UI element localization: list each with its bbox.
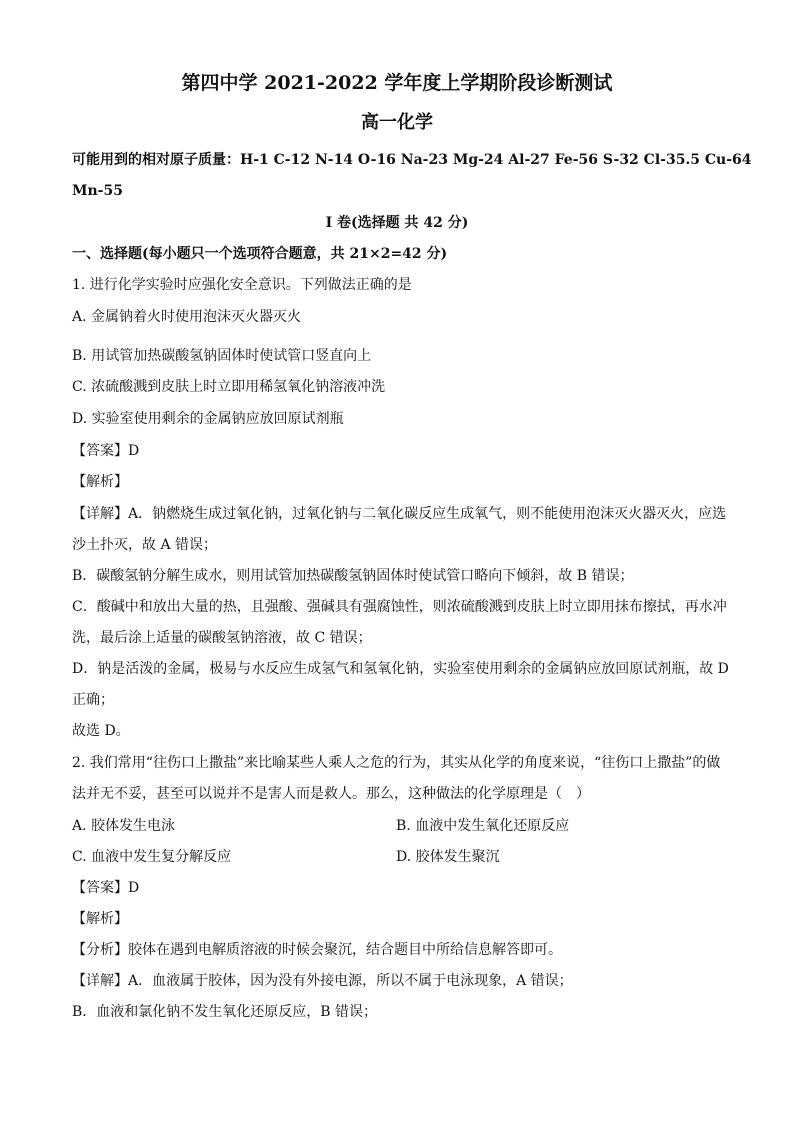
exam-title: 第四中学 2021-2022 学年度上学期阶段诊断测试 — [181, 72, 613, 94]
q1-analysis-label: 【解析】 — [72, 474, 128, 490]
q1-detail-line: D．钠是活泼的金属，极易与水反应生成氢气和氢氧化钠，实验室使用剩余的金属钠应放回原试剂瓶，故 D — [72, 661, 729, 677]
q1-detail-line: 正确； — [72, 692, 114, 708]
atomic-mass-line-1: 可能用到的相对原子质量：H-1 C-12 N-14 O-16 Na-23 Mg-24 Al-27 Fe-56 S-32 Cl-35.5 Cu-64 — [72, 152, 752, 168]
q2-analysis-label: 【解析】 — [72, 911, 128, 927]
q1-detail-line: B．碳酸氢钠分解生成水，则用试管加热碳酸氢钠固体时使试管口略向下倾斜，故 B 错误； — [72, 568, 634, 584]
q2-option-d: D. 胶体发生聚沉 — [396, 849, 500, 865]
q2-fenxi: 【分析】胶体在遇到电解质溶液的时候会聚沉，结合题目中所给信息解答即可。 — [72, 942, 562, 958]
q2-option-c: C. 血液中发生复分解反应 — [72, 849, 232, 865]
q2-option-a: A. 胶体发生电泳 — [72, 818, 176, 834]
q2-detail-line: B．血液和氯化钠不发生氧化还原反应，B 错误； — [72, 1004, 378, 1020]
q1-detail-line: 【详解】A．钠燃烧生成过氧化钠，过氧化钠与二氧化碳反应生成氧气，则不能使用泡沫灭火器灭火，应选 — [72, 506, 727, 522]
q1-detail-line: C．酸碱中和放出大量的热，且强酸、强碱具有强腐蚀性，则浓硫酸溅到皮肤上时立即用抹布擦拭，再水冲 — [72, 599, 727, 615]
q1-option-a: A. 金属钠着火时使用泡沫灭火器灭火 — [72, 309, 302, 325]
section-heading: 一、选择题(每小题只一个选项符合题意，共 21×2=42 分) — [72, 246, 448, 262]
q1-detail-line: 洗，最后涂上适量的碳酸氢钠溶液，故 C 错误； — [72, 630, 372, 646]
q1-detail-line: 故选 D。 — [72, 723, 130, 739]
q2-stem-line-2: 法并无不妥，甚至可以说并不是害人而是救人。那么，这种做法的化学原理是（ ） — [72, 786, 590, 802]
q2-option-b: B. 血液中发生氧化还原反应 — [396, 818, 570, 834]
q1-detail-line: 沙土扑灭，故 A 错误； — [72, 537, 218, 553]
q2-answer: 【答案】D — [72, 880, 140, 896]
q2-detail-line: 【详解】A．血液属于胶体，因为没有外接电源，所以不属于电泳现象，A 错误； — [72, 973, 573, 989]
q2-stem-line-1: 2. 我们常用“往伤口上撒盐”来比喻某些人乘人之危的行为，其实从化学的角度来说，“往伤口上撒盐”的做 — [72, 755, 721, 771]
volume-heading: I 卷(选择题 共 42 分) — [325, 215, 469, 231]
q1-stem: 1. 进行化学实验时应强化安全意识。下列做法正确的是 — [72, 277, 412, 293]
q1-answer: 【答案】D — [72, 443, 140, 459]
exam-subject: 高一化学 — [361, 112, 433, 133]
q1-option-c: C. 浓硫酸溅到皮肤上时立即用稀氢氧化钠溶液冲洗 — [72, 379, 386, 395]
q1-option-b: B. 用试管加热碳酸氢钠固体时使试管口竖直向上 — [72, 348, 372, 364]
q1-option-d: D. 实验室使用剩余的金属钠应放回原试剂瓶 — [72, 411, 344, 427]
atomic-mass-line-2: Mn-55 — [72, 183, 123, 199]
